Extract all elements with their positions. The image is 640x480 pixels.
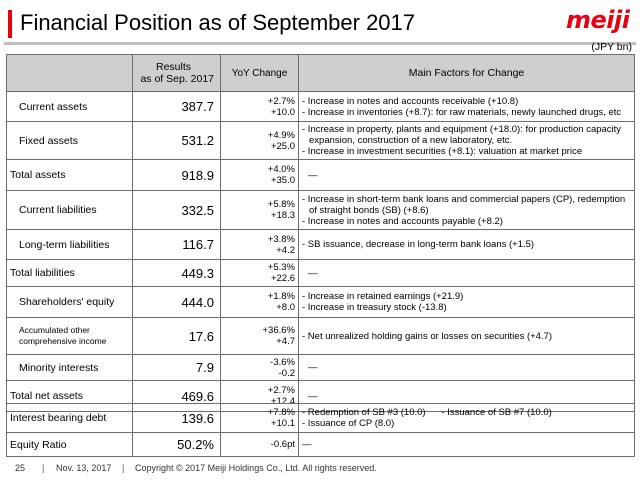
row-label: Current liabilities [7,191,133,230]
table-row [7,404,635,433]
row-factors [299,260,635,287]
row-label: Interest bearing debt [7,404,133,433]
yoy-pct: -3.6% [270,356,295,368]
yoy-pct: +4.0% [267,164,295,175]
row-yoy [221,230,299,260]
yoy-amount: +25.0 [270,140,295,152]
row-value: 918.9 [133,160,221,191]
row-yoy [221,355,299,381]
header-blank-cell [7,55,133,92]
row-label: Total assets [7,160,133,191]
title-accent-bar [8,10,12,38]
row-value: 449.3 [133,260,221,287]
factor-line: - Increase in notes and accounts receivable (+10.8) [302,95,519,107]
table-row [7,433,635,457]
footer-date: Nov. 13, 2017 [56,463,112,473]
header-factors: Main Factors for Change [299,55,635,92]
table-row [7,191,635,230]
footer [0,458,640,480]
row-factors [299,230,635,260]
factor-line: - Increase in notes and accounts payable (+8.2) [302,215,503,227]
header-yoy: YoY Change [221,55,299,92]
meiji-logo: meiji [566,6,630,34]
row-yoy [221,92,299,122]
factor-line: - SB issuance, decrease in long-term bank loans (+1.5) [302,239,535,250]
row-value: 531.2 [133,122,221,160]
factor-line: of straight bonds (SB) (+8.6) [309,204,429,216]
row-value: 116.7 [133,230,221,260]
row-factors [299,355,635,381]
factor-line: - Increase in property, plants and equipment (+18.0): for production capacity [302,124,622,135]
row-value: 332.5 [133,191,221,230]
row-label-line: comprehensive income [19,336,107,346]
factor-text: - Issuance of SB #7 (10.0) [441,407,552,418]
row-factors [299,191,635,230]
footer-separator: | [122,463,125,473]
copyright-text: Copyright © 2017 Meiji Holdings Co., Ltd. All rights reserved. [135,463,377,473]
row-label-line: Accumulated other [19,325,90,335]
table-row [7,355,635,381]
factor-line: - Increase in short-term bank loans and commercial papers (CP), redemption [302,193,626,205]
factor-line: - Increase in inventories (+8.7): for raw materials, newly launched drugs, etc [302,106,622,118]
yoy-amount: +12.4 [270,396,295,407]
debt-table [6,403,635,457]
factor-line: ― [308,362,318,373]
yoy-amount: +4.7 [276,336,295,347]
factor-line: - Issuance of CP (8.0) [302,418,395,429]
row-factors: ― [299,433,635,457]
yoy-pct: +7.8% [267,407,295,418]
row-value: 7.9 [133,355,221,381]
row-value: 469.6 [133,381,221,412]
row-yoy [221,191,299,230]
row-factors [299,122,635,160]
yoy-amount: -0.2 [278,367,295,379]
factor-line: - Increase in investment securities (+8.1): valuation at market price [302,146,583,157]
financial-position-table [6,54,635,412]
row-label: Equity Ratio [7,433,133,457]
table-row [7,92,635,122]
row-value: 17.6 [133,318,221,355]
row-yoy [221,287,299,318]
row-label: Shareholders' equity [7,287,133,318]
row-yoy [221,404,299,433]
yoy-pct: +5.3% [267,262,295,273]
table-row [7,160,635,191]
table-row [7,260,635,287]
row-yoy: -0.6pt [221,433,299,457]
yoy-pct: +36.6% [262,325,295,336]
yoy-amount: +35.0 [270,175,295,186]
yoy-pct: +1.8% [267,291,295,302]
row-value: 444.0 [133,287,221,318]
row-label: Current assets [7,92,133,122]
yoy-amount: +4.2 [276,244,295,256]
yoy-pct: +5.8% [267,199,295,210]
row-factors [299,92,635,122]
row-factors [299,287,635,318]
unit-label: (JPY bn) [591,41,632,53]
factor-line: expansion, construction of a new laboratory, etc. [309,135,513,146]
row-yoy [221,122,299,160]
row-yoy [221,318,299,355]
footer-separator: | [42,463,45,473]
factor-line: ― [308,169,318,181]
table-row [7,318,635,355]
yoy-amount: +22.6 [270,273,295,284]
row-factors [299,318,635,355]
yoy-pct: +4.9% [267,129,295,141]
page-number: 25 [15,463,26,473]
yoy-pct: +2.7% [267,385,295,396]
row-factors [299,404,635,433]
row-factors [299,160,635,191]
yoy-amount: +18.3 [270,210,295,221]
row-yoy [221,160,299,191]
factor-line: - Net unrealized holding gains or losses on securities (+4.7) [302,330,553,342]
row-value: 139.6 [133,404,221,433]
row-label: Total net assets [7,381,133,412]
table-row [7,230,635,260]
row-label [7,318,133,355]
table-row [7,122,635,160]
row-value: 50.2% [133,433,221,457]
row-value: 387.7 [133,92,221,122]
table-row [7,287,635,318]
header-results-line1: Results [155,61,191,73]
factor-line: ― [308,267,318,279]
row-yoy [221,260,299,287]
factor-line: - Increase in retained earnings (+21.9) [302,291,464,302]
header-results [133,55,221,92]
yoy-pct: +3.8% [267,233,295,245]
factor-line [302,407,634,418]
yoy-pct: +2.7% [267,95,295,107]
header-results-line2: as of Sep. 2017 [140,73,214,85]
yoy-amount: +10.0 [270,106,295,118]
row-label: Long-term liabilities [7,230,133,260]
factor-text: - Redemption of SB #3 (10.0) [302,407,426,418]
page-title: Financial Position as of September 2017 [20,10,416,35]
header-row [7,55,635,92]
factor-line: - Increase in treasury stock (-13.8) [302,302,447,313]
title-divider [4,42,636,45]
row-label: Total liabilities [7,260,133,287]
row-label: Minority interests [7,355,133,381]
row-label: Fixed assets [7,122,133,160]
yoy-amount: +10.1 [270,418,295,429]
factor-line: ― [308,390,318,402]
yoy-amount: +8.0 [276,302,295,313]
